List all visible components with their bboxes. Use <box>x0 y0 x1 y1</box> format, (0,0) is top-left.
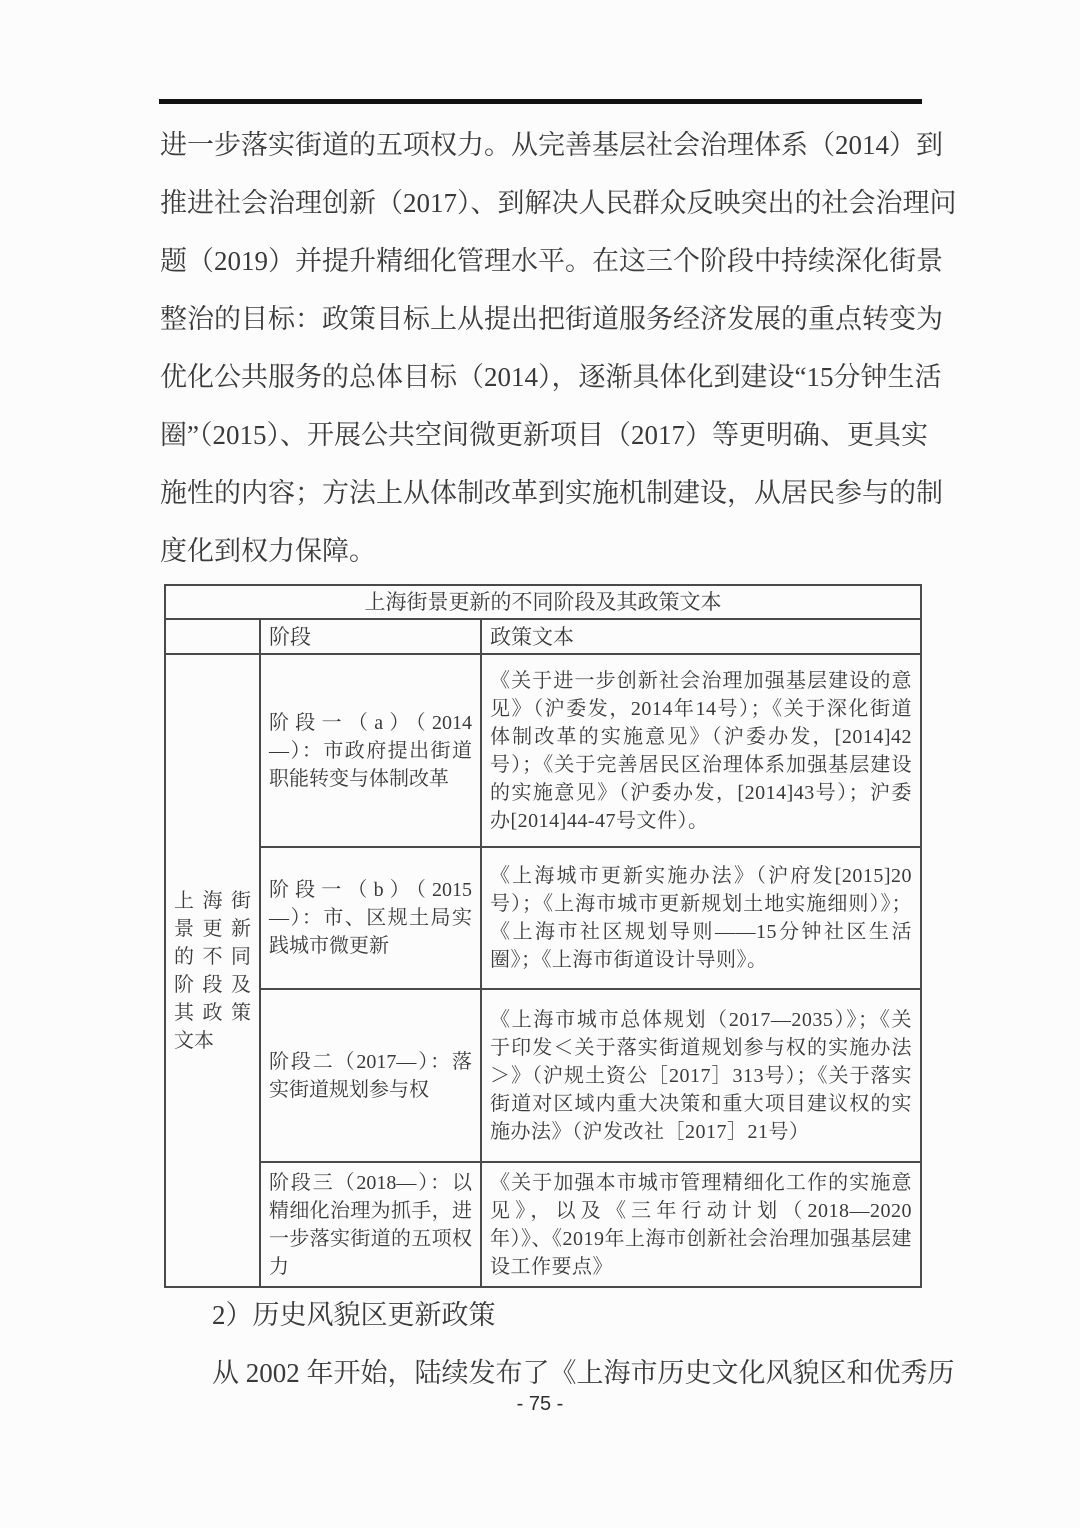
main-paragraph <box>160 116 957 580</box>
table-row <box>165 989 921 1162</box>
stage-cell: 阶段一（b）（2015—）：市、区规土局实践城市微更新 <box>260 847 481 989</box>
policy-cell: 《关于加强本市城市管理精细化工作的实施意见》，以及《三年行动计划（2018—2020年）》、《2019年上海市创新社会治理加强基层建设工作要点》 <box>481 1162 921 1287</box>
table-header-row <box>165 619 921 654</box>
policy-stages-table <box>164 584 922 1288</box>
section-body-line: 从 2002 年开始，陆续发布了《上海市历史文化风貌区和优秀历 <box>212 1358 955 1388</box>
table-row <box>165 1162 921 1287</box>
table-title: 上海街景更新的不同阶段及其政策文本 <box>165 585 921 619</box>
column-header-stage: 阶段 <box>260 619 481 654</box>
page-number: - 75 - <box>516 1393 564 1415</box>
section-heading: 2）历史风貌区更新政策 <box>212 1300 496 1330</box>
table-side-label: 上海街景更新的不同阶段及其政策文本 <box>165 654 260 1287</box>
paragraph-line: 进一步落实街道的五项权力。从完善基层社会治理体系（2014）到 <box>160 130 943 160</box>
page-header-rule <box>159 99 922 104</box>
policy-cell: 《关于进一步创新社会治理加强基层建设的意见》（沪委发，2014年14号）；《关于深化街道体制改革的实施意见》（沪委办发，[2014]42号）；《关于完善居民区治理体系加强基层建设的实施意见》（沪委办发，[2014]43号）；沪委办[2014]44-47号文件）。 <box>481 654 921 847</box>
stage-cell: 阶段一（a）（2014—）：市政府提出街道职能转变与体制改革 <box>260 654 481 847</box>
table-side-header-empty <box>165 619 260 654</box>
stage-cell: 阶段三（2018—）：以精细化治理为抓手，进一步落实街道的五项权力 <box>260 1162 481 1287</box>
paragraph-line: 整治的目标：政策目标上从提出把街道服务经济发展的重点转变为 <box>160 304 943 334</box>
stage-cell: 阶段二（2017—）：落实街道规划参与权 <box>260 989 481 1162</box>
column-header-policy: 政策文本 <box>481 619 921 654</box>
paragraph-line: 圈”（2015）、开展公共空间微更新项目（2017）等更明确、更具实 <box>160 420 928 450</box>
table-row <box>165 654 921 847</box>
paragraph-line: 推进社会治理创新（2017）、到解决人民群众反映突出的社会治理问 <box>160 188 957 218</box>
paragraph-line: 优化公共服务的总体目标（2014），逐渐具体化到建设“15分钟生活 <box>160 362 942 392</box>
table-row <box>165 847 921 989</box>
paragraph-line: 题（2019）并提升精细化管理水平。在这三个阶段中持续深化街景 <box>160 246 943 276</box>
policy-cell: 《上海市城市总体规划（2017—2035）》；《关于印发＜关于落实街道规划参与权的实施办法＞》（沪规土资公［2017］313号）；《关于落实街道对区域内重大决策和重大项目建议权的实施办法》（沪发改社［2017］21号） <box>481 989 921 1162</box>
table-title-row <box>165 585 921 619</box>
policy-cell: 《上海城市更新实施办法》（沪府发[2015]20号）；《上海市城市更新规划土地实施细则）》；《上海市社区规划导则——15分钟社区生活圈》；《上海市街道设计导则》。 <box>481 847 921 989</box>
paragraph-line: 施性的内容；方法上从体制改革到实施机制建设，从居民参与的制 <box>160 478 943 508</box>
paragraph-line: 度化到权力保障。 <box>160 536 376 566</box>
section-2 <box>160 1286 955 1402</box>
